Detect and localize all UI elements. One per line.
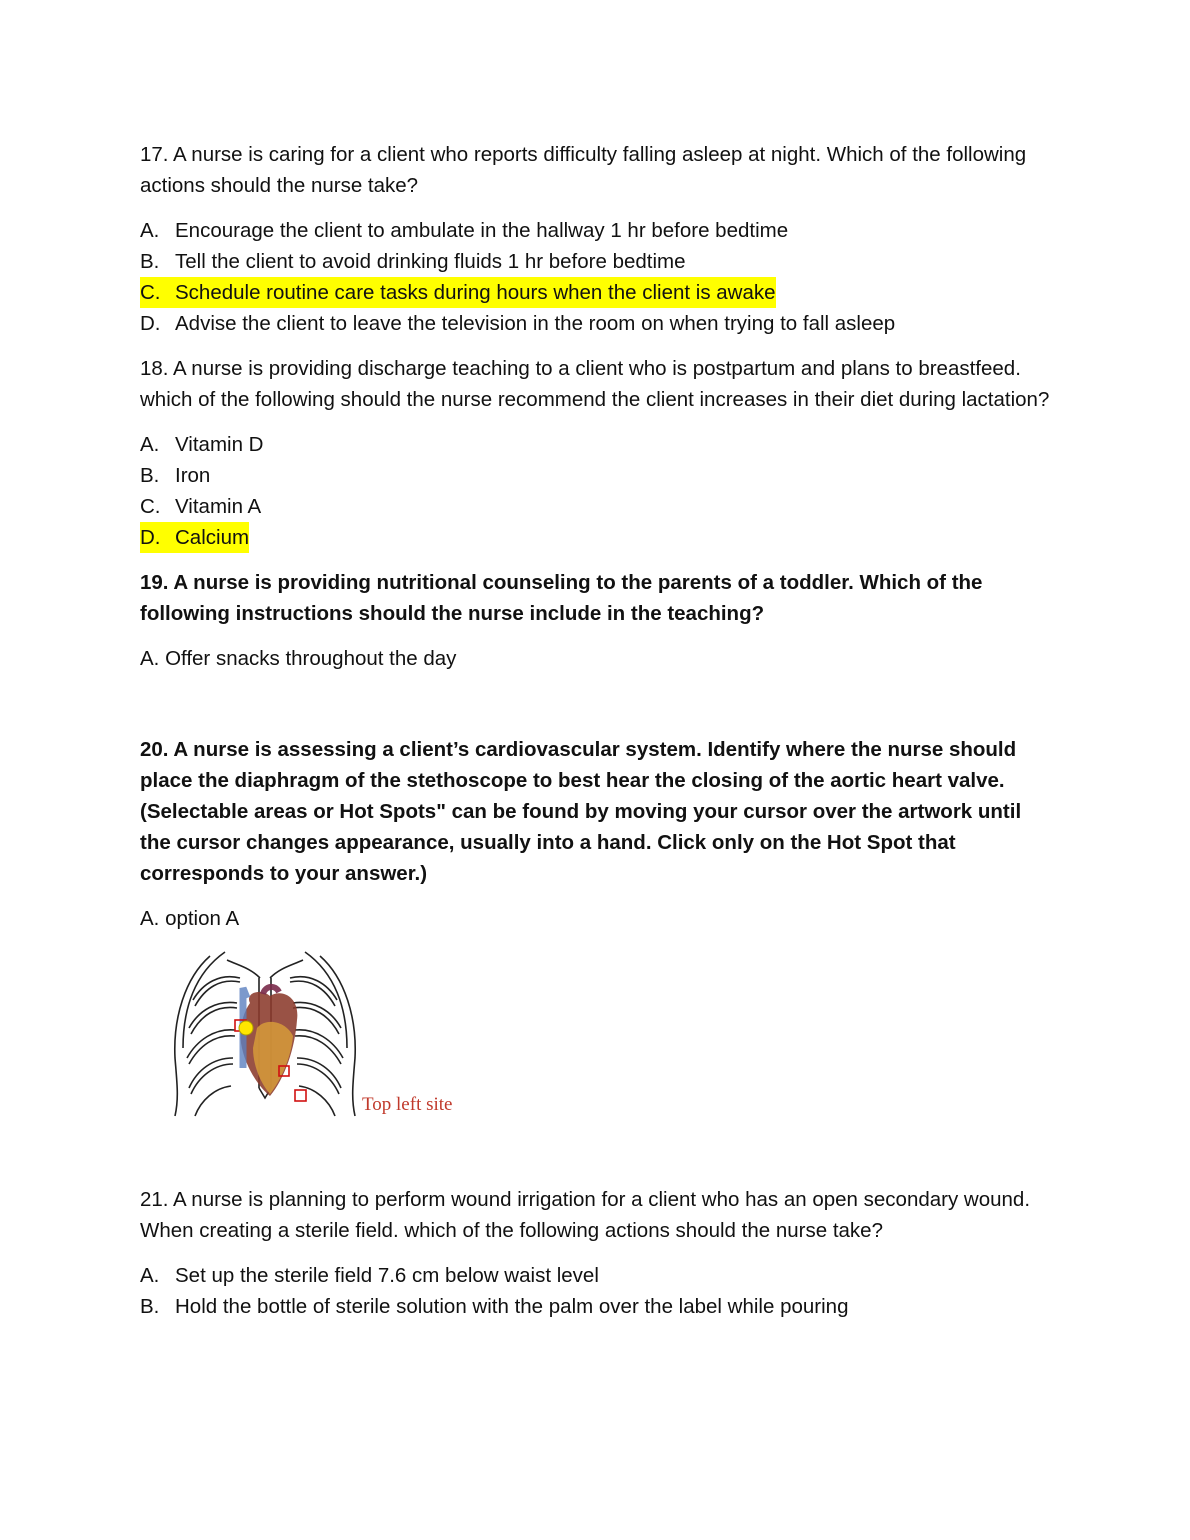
- question-21-options: [140, 1260, 1055, 1322]
- highlighted-answer: C. Schedule routine care tasks during hours when the client is awake: [140, 277, 776, 308]
- question-18-stem: 18. A nurse is providing discharge teaching to a client who is postpartum and plans to breastfeed. which of the following should the nurse recommend the client increases in their diet during lactation?: [140, 357, 1050, 411]
- list-item: A. Encourage the client to ambulate in the hallway 1 hr before bedtime: [140, 219, 789, 242]
- question-19-stem: 19. A nurse is providing nutritional counseling to the parents of a toddler. Which of the following instructions should the nurse include in the teaching?: [140, 571, 983, 625]
- list-item: A. Set up the sterile field 7.6 cm below waist level: [140, 1264, 599, 1287]
- list-item: D. Advise the client to leave the television in the room on when trying to fall asleep: [140, 312, 896, 335]
- highlighted-answer: D. Calcium: [140, 522, 249, 553]
- spacer: [140, 688, 1055, 734]
- list-item: B. Hold the bottle of sterile solution with the palm over the label while pouring: [140, 1295, 849, 1318]
- list-item: [140, 522, 1055, 553]
- question-20-answer: A. option A: [140, 907, 240, 930]
- question-19-answer: A. Offer snacks throughout the day: [140, 647, 457, 670]
- document-page: [140, 139, 1055, 1336]
- figure-caption: Top left site: [362, 1094, 453, 1115]
- ribcage-heart-illustration: [165, 948, 365, 1120]
- question-20-stem: 20. A nurse is assessing a client’s cardiovascular system. Identify where the nurse should place the diaphragm of the stethoscope to best hear the closing of the aortic heart valve. (Selectable areas or Hot Spots" can be found by moving your cursor over the artwork until the cursor changes appearance, usually into a hand. Click only on the Hot Spot that corresponds to your answer.): [140, 738, 1022, 885]
- question-17-options: [140, 215, 1055, 339]
- list-item: A. Vitamin D: [140, 433, 264, 456]
- list-item: B. Tell the client to avoid drinking fluids 1 hr before bedtime: [140, 250, 686, 273]
- list-item: B. Iron: [140, 464, 211, 487]
- chest-heart-figure: [165, 948, 495, 1128]
- question-18-options: [140, 429, 1055, 553]
- question-17-stem: 17. A nurse is caring for a client who reports difficulty falling asleep at night. Which of the following actions should the nurse take?: [140, 143, 1027, 197]
- list-item: C. Vitamin A: [140, 495, 262, 518]
- question-21-stem: 21. A nurse is planning to perform wound irrigation for a client who has an open secondary wound. When creating a sterile field. which of the following actions should the nurse take?: [140, 1188, 1031, 1242]
- list-item: [140, 277, 1055, 308]
